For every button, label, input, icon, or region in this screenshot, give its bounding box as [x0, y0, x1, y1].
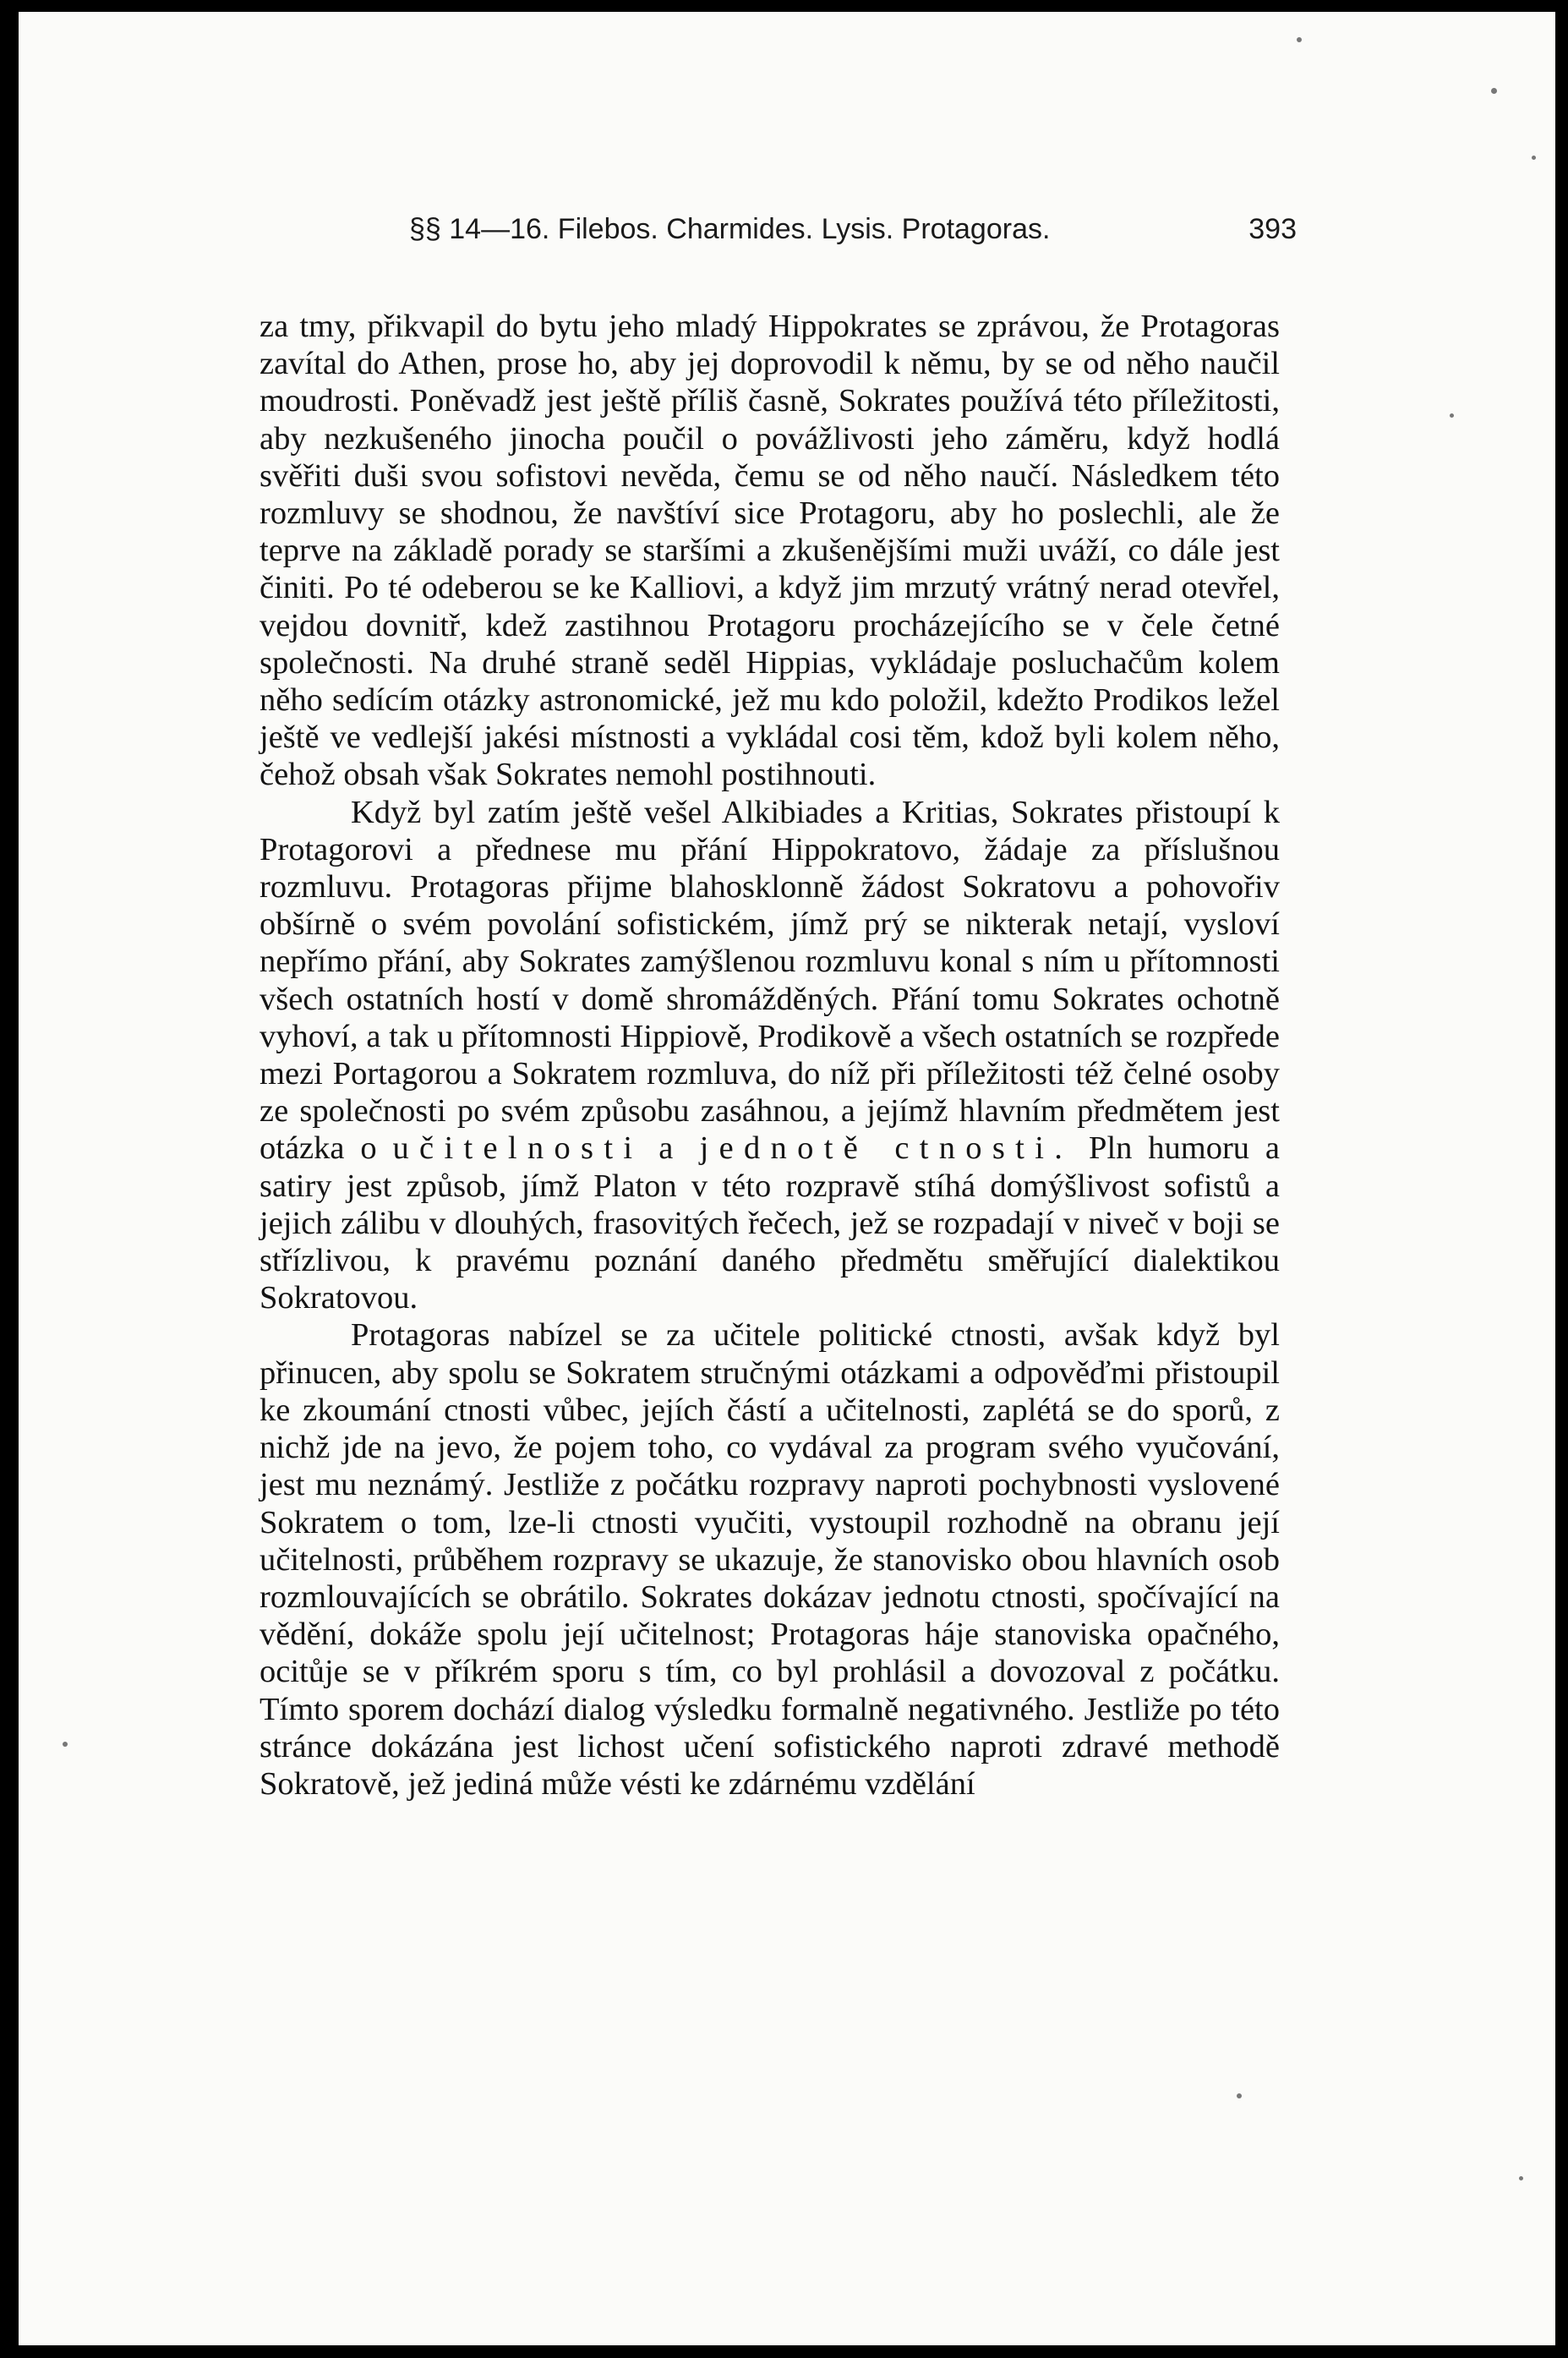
scan-speck	[1519, 2176, 1523, 2180]
book-page	[19, 12, 1555, 2345]
scan-speck	[1297, 37, 1302, 42]
page-number: 393	[1248, 213, 1297, 245]
emphasis-jednote-ctnosti: jednotě ctnosti.	[699, 1130, 1074, 1167]
paragraph-1: za tmy, přikvapil do bytu jeho mladý Hippokrates se zprávou, že Protagoras zavítal do Athen, prose ho, aby jej doprovodil k němu, by se od něho naučil moudrosti. Poněvadž jest ještě příliš časně, Sokrates používá této příležitosti, aby nezkušeného jinocha poučil o povážlivosti jeho záměru, když hodlá svěřiti duši svou sofistovi nevěda, čemu se od něho naučí. Následkem této rozmluvy se shodnou, že navštíví sice Protagoru, aby ho poslechli, ale že teprve na základě porady se staršími a zkušenějšími muži uváží, co dále jest činiti. Po té odeberou se ke Kalliovi, a když jim mrzutý vrátný nerad otevřel, vejdou dovnitř, kdež zastihnou Protagoru procházejícího se v čele četné společnosti. Na druhé straně seděl Hippias, vykládaje posluchačům kolem něho sedícím otázky astronomické, jež mu kdo položil, kdežto Prodikos ležel ještě ve vedlejší jakési místnosti a vykládal cosi těm, kdož byli kolem něho, čehož obsah však Sokrates nemohl postihnouti.	[260, 309, 1280, 793]
scan-speck	[1532, 156, 1536, 160]
scan-speck	[63, 1742, 68, 1747]
scan-speck	[1237, 2093, 1242, 2098]
paragraph-2-part-c: Pln humoru a satiry jest způsob, jímž Platon v této rozpravě stíhá domýšlivost sofistů a jejich zálibu v dlouhých, frasovitých řečech, jež se rozpadají v niveč v boji se střízlivou, k pravému poznání daného předmětu směřující dialektikou Sokratovou.	[260, 1130, 1281, 1316]
paragraph-3: Protagoras nabízel se za učitele politické ctnosti, avšak když byl přinucen, aby spolu se Sokratem stručnými otázkami a odpověďmi přistoupil ke zkoumání ctnosti vůbec, jejích částí a učitelnosti, zaplétá se do sporů, z nichž jde na jevo, že pojem toho, co vydával za program svého vyučování, jest mu neznámý. Jestliže z počátku rozpravy naproti pochybnosti vyslovené Sokratem o tom, lze-li ctnosti vyučiti, vystoupil rozhodně na obranu její učitelnosti, průběhem rozpravy se ukazuje, že stanovisko obou hlavních osob rozmlouvajících se obrátilo. Sokrates dokázav jednotu ctnosti, spočívající na vědění, dokáže spolu její učitelnost; Protagoras háje stanoviska opačného, ocitůje se v příkrém sporu s tím, co byl prohlásil a dovozoval z počátku. Tímto sporem dochází dialog výsledku formalně negativného. Jestliže po této stránce dokázána jest lichost učení sofistického naproti zdravé methodě Sokratově, jež jediná může vésti ke zdárnému vzdělání	[260, 1317, 1280, 1802]
scan-speck	[1491, 88, 1497, 94]
scan-speck	[1450, 413, 1454, 418]
header-title: §§ 14—16. Filebos. Charmides. Lysis. Protagoras.	[409, 213, 1051, 245]
paragraph-2-part-b: a	[658, 1130, 684, 1167]
emphasis-ucitelnosti: učitelnosti	[392, 1130, 643, 1167]
paragraph-2-part-a: Když byl zatím ještě vešel Alkibiades a Kritias, Sokrates přistoupí k Protagorovi a přednese mu přání Hippokratovo, žádaje za příslušnou rozmluvu. Protagoras přijme blahosklonně žádost Sokratovu a pohovořiv obšírně o svém povolání sofistickém, jímž prý se nikterak netají, vysloví nepřímo přání, aby Sokrates zamýšlenou rozmluvu konal s ním u přítomnosti všech ostatních hostí v domě shromážděných. Přání tomu Sokrates ochotně vyhoví, a tak u přítomnosti Hippiově, Prodikově a všech ostatních se rozpřede mezi Portagorou a Sokratem rozmluva, do níž při příležitosti též čelné osoby ze společnosti po svém způsobu zasáhnou, a jejímž hlavním předmětem jest otázka o	[260, 794, 1280, 1167]
body-text	[260, 308, 1280, 1803]
paragraph-2	[260, 794, 1280, 1317]
